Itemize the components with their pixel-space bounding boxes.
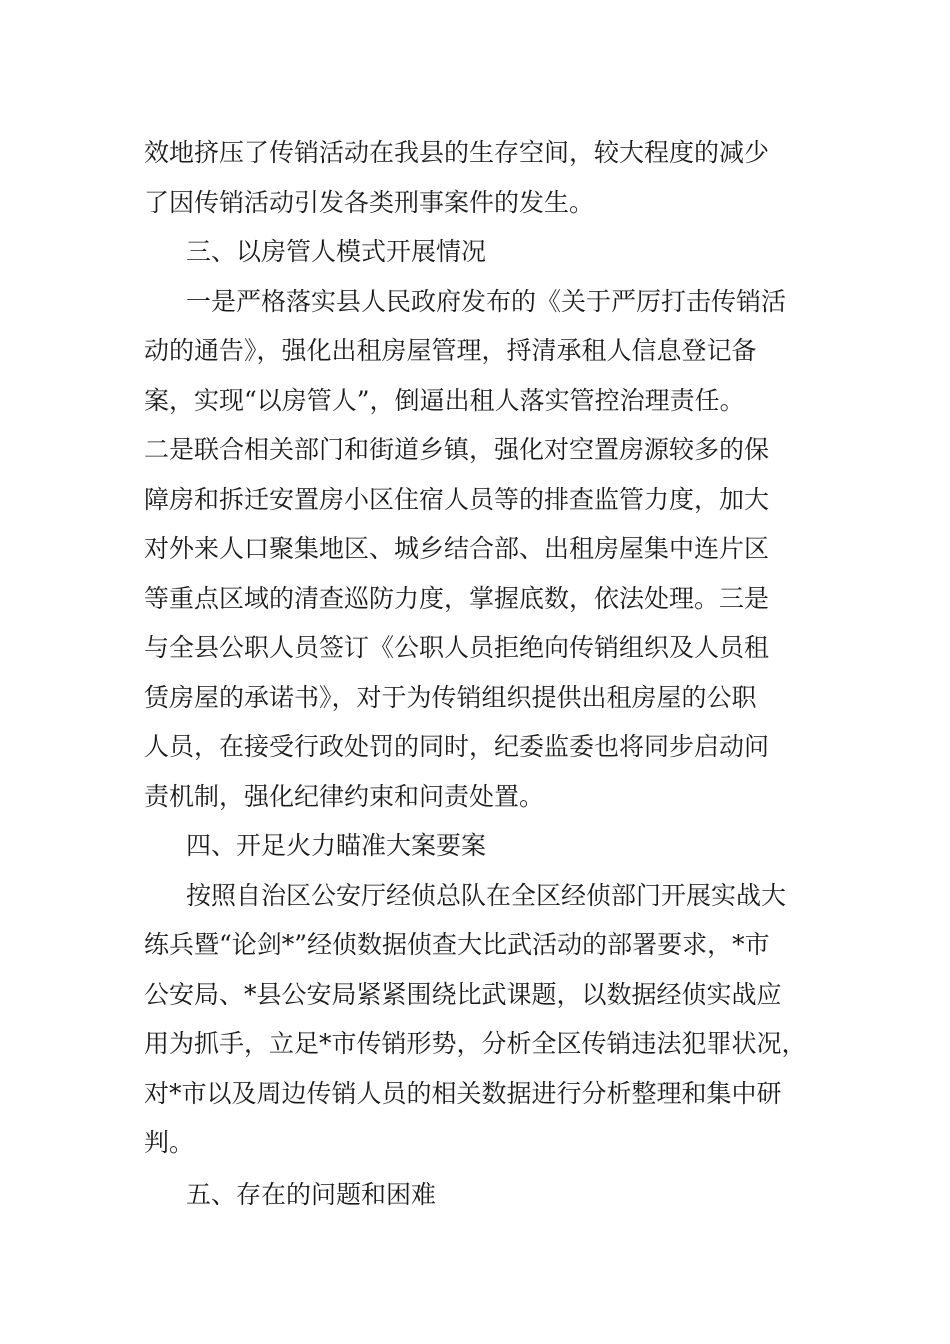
section-heading-5-block bbox=[144, 1170, 824, 1220]
paragraph-line: 按照自治区公安厅经侦总队在全区经侦部门开展实战大 bbox=[186, 880, 787, 910]
paragraph-line: 公安局、*县公安局紧紧围绕比武课题，以数据经侦实战应 bbox=[144, 979, 782, 1009]
paragraph-line: 责机制，强化纪律约束和问责处置。 bbox=[144, 781, 545, 811]
paragraph-line: 与全县公职人员签订《公职人员拒绝向传销组织及人员租 bbox=[144, 633, 770, 662]
paragraph-line: 人员，在接受行政处罚的同时，纪委监委也将同步启动问 bbox=[144, 732, 770, 761]
paragraph-line: 用为抓手，立足*市传销形势，分析全区传销违法犯罪状况， bbox=[144, 1029, 807, 1058]
paragraph-line: 等重点区域的清查巡防力度，掌握底数，依法处理。三是 bbox=[144, 583, 770, 613]
section-heading-5: 五、存在的问题和困难 bbox=[186, 1180, 437, 1209]
paragraph-line: 对外来人口聚集地区、城乡结合部、出租房屋集中连片区 bbox=[144, 534, 770, 563]
paragraph-line: 案，实现“以房管人”，倒逼出租人落实管控治理责任。 bbox=[144, 385, 745, 415]
paragraph-line: 二是联合相关部门和街道乡镇，强化对空置房源较多的保 bbox=[144, 435, 770, 464]
document-body bbox=[144, 128, 824, 1168]
section-heading-4: 四、开足火力瞄准大案要案 bbox=[186, 831, 487, 860]
paragraph-line: 了因传销活动引发各类刑事案件的发生。 bbox=[144, 187, 595, 217]
paragraph-line: 赁房屋的承诺书》，对于为传销组织提供出租房屋的公职 bbox=[144, 682, 757, 712]
section-heading-3: 三、以房管人模式开展情况 bbox=[186, 237, 487, 266]
paragraph-line: 判。 bbox=[144, 1128, 195, 1157]
paragraph-line: 障房和拆迁安置房小区住宿人员等的排查监管力度，加大 bbox=[144, 484, 770, 514]
paragraph-line: 动的通告》，强化出租房屋管理，捋清承租人信息登记备 bbox=[144, 336, 757, 365]
paragraph-line: 效地挤压了传销活动在我县的生存空间，较大程度的减少 bbox=[144, 138, 770, 167]
paragraph-line: 练兵暨“论剑*”经侦数据侦查大比武活动的部署要求，*市 bbox=[144, 930, 770, 959]
paragraph-line: 对*市以及周边传销人员的相关数据进行分析整理和集中研 bbox=[144, 1078, 782, 1108]
paragraph-line: 一是严格落实县人民政府发布的《关于严厉打击传销活 bbox=[186, 286, 787, 316]
